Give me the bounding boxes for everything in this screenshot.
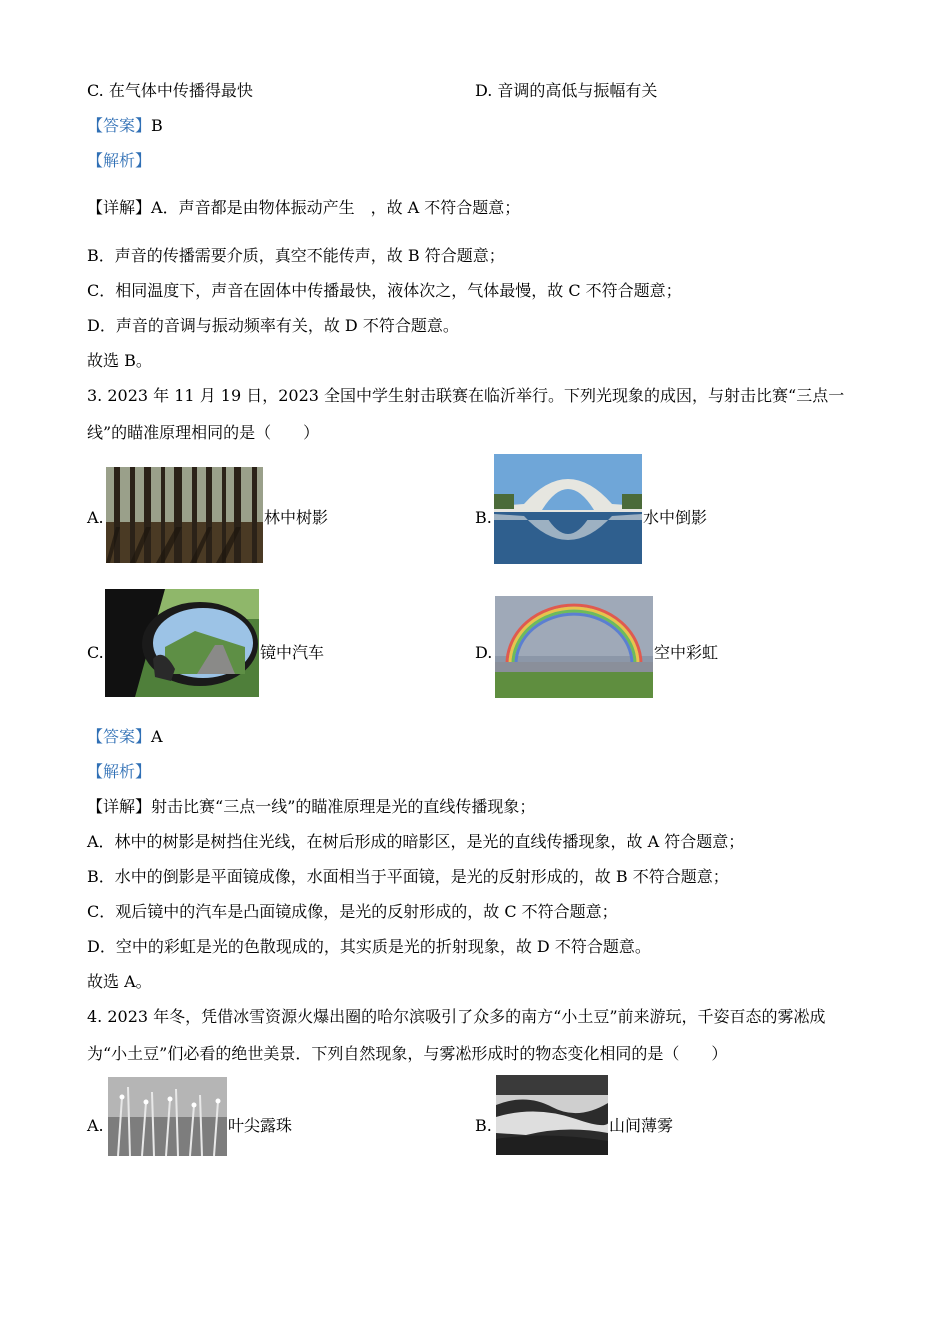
detail-text: A．声音都是由物体振动产生 ，故 A 不符合题意； (151, 198, 521, 217)
q3-detail-c: C．观后镜中的汽车是凸面镜成像，是光的反射形成的，故 C 不符合题意； (87, 902, 618, 921)
q2-answer (87, 115, 163, 137)
dew-image (108, 1077, 227, 1156)
q3-option-c-letter: C. (87, 643, 104, 662)
q4-stem-line2: 为“小土豆”们必看的绝世美景．下列自然现象，与雾凇形成时的物态变化相同的是（ ） (87, 1044, 728, 1063)
q3-answer (87, 726, 163, 748)
q2-detail-a (87, 197, 520, 219)
q2-conclusion: 故选 B。 (87, 351, 152, 370)
q2-analysis-tag: 【解析】 (87, 151, 152, 170)
q3-option-b-label: 水中倒影 (643, 508, 708, 527)
q3-option-a-letter: A. (87, 508, 104, 527)
detail-tag: 【详解】 (87, 797, 152, 816)
q2-detail-b: B．声音的传播需要介质，真空不能传声，故 B 符合题意； (87, 246, 505, 265)
q3-option-a-label: 林中树影 (264, 508, 329, 527)
q2-option-d: D. 音调的高低与振幅有关 (475, 81, 658, 100)
q4-option-a-letter: A. (87, 1116, 104, 1135)
q2-detail-d: D．声音的音调与振动频率有关，故 D 不符合题意。 (87, 316, 459, 335)
q3-option-d-letter: D. (475, 643, 493, 662)
q3-detail-d: D．空中的彩虹是光的色散现成的，其实质是光的折射现象，故 D 不符合题意。 (87, 937, 651, 956)
answer-tag: 【答案】 (87, 727, 152, 746)
car-mirror-image (105, 589, 259, 697)
mountain-mist-image (496, 1075, 608, 1155)
q3-option-b-letter: B. (475, 508, 492, 527)
detail-text: 射击比赛“三点一线”的瞄准原理是光的直线传播现象； (151, 797, 536, 816)
q3-conclusion: 故选 A。 (87, 972, 152, 991)
answer-value: B (151, 116, 163, 135)
q3-analysis-tag: 【解析】 (87, 762, 152, 781)
forest-shadow-image (106, 467, 263, 563)
detail-tag: 【详解】 (87, 198, 152, 217)
q3-detail-a: A．林中的树影是树挡住光线，在树后形成的暗影区，是光的直线传播现象，故 A 符合题意； (87, 832, 745, 851)
q3-detail-intro (87, 796, 535, 818)
q4-option-a-label: 叶尖露珠 (228, 1116, 293, 1135)
q4-option-b-label: 山间薄雾 (609, 1116, 674, 1135)
answer-tag: 【答案】 (87, 116, 152, 135)
q4-option-b-letter: B. (475, 1116, 492, 1135)
answer-value: A (151, 727, 163, 746)
q3-stem-line2: 线”的瞄准原理相同的是（ ） (87, 423, 320, 442)
q3-option-c-label: 镜中汽车 (260, 643, 325, 662)
q4-stem-line1: 4. 2023 年冬，凭借冰雪资源火爆出圈的哈尔滨吸引了众多的南方“小土豆”前来游玩，千姿百态的雾凇成 (87, 1007, 826, 1026)
q3-stem-line1: 3. 2023 年 11 月 19 日，2023 全国中学生射击联赛在临沂举行。下列光现象的成因，与射击比赛“三点一 (87, 386, 845, 405)
q3-option-d-label: 空中彩虹 (654, 643, 719, 662)
rainbow-image (495, 596, 653, 698)
q2-detail-c: C．相同温度下，声音在固体中传播最快，液体次之，气体最慢，故 C 不符合题意； (87, 281, 682, 300)
bridge-reflection-image (494, 454, 642, 564)
q3-detail-b: B．水中的倒影是平面镜成像，水面相当于平面镜，是光的反射形成的，故 B 不符合题意； (87, 867, 729, 886)
q2-option-c: C. 在气体中传播得最快 (87, 81, 253, 100)
